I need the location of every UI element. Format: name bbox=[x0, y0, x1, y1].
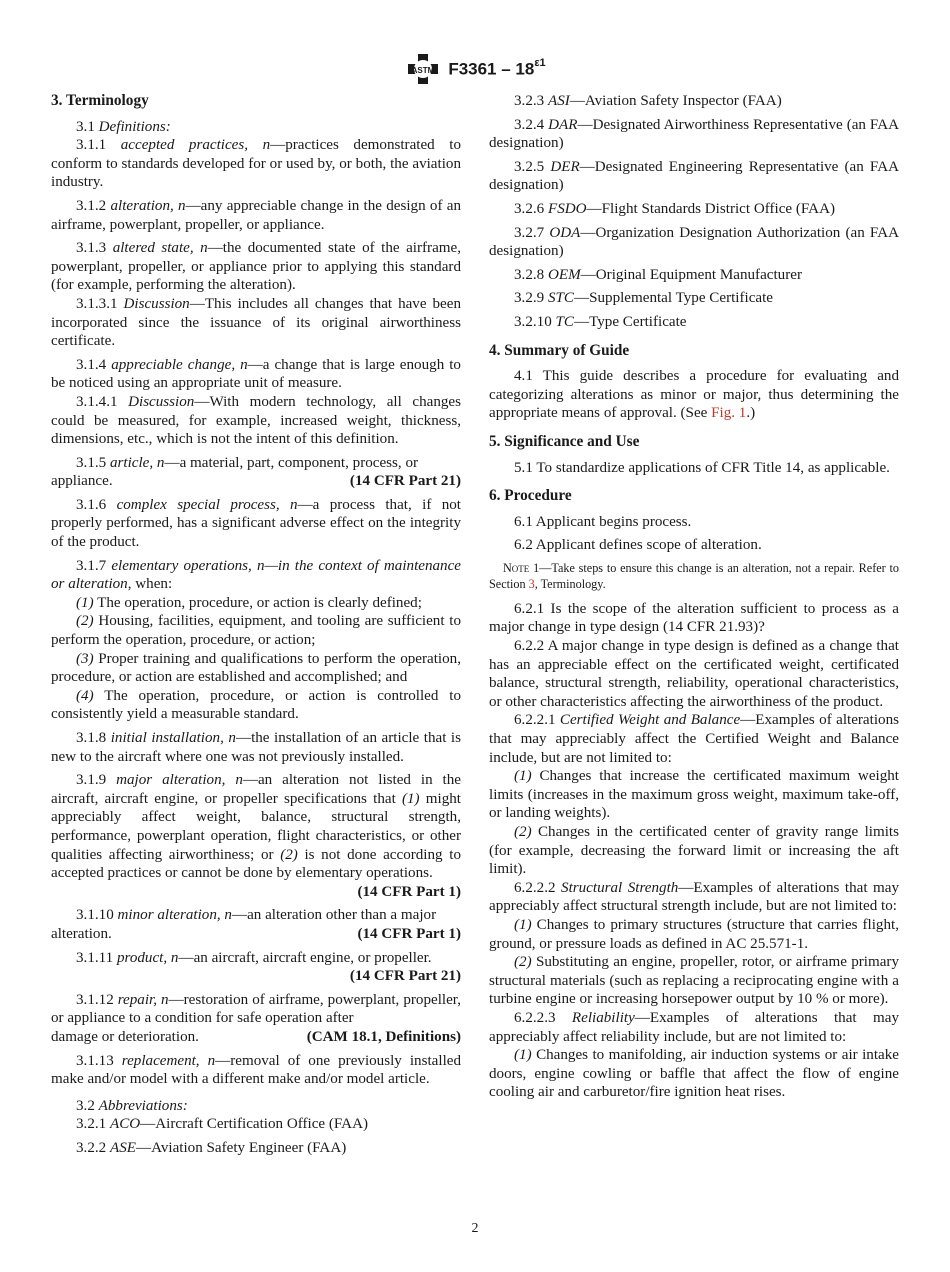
num: 3.2.5 bbox=[514, 158, 545, 175]
num: 3.1.13 bbox=[76, 1052, 114, 1069]
num: (2) bbox=[514, 954, 532, 971]
term: elementary operations, n—in the context of maintenance or alteration bbox=[51, 557, 461, 593]
para-3-2-7 bbox=[489, 224, 899, 261]
num: 3.1.7 bbox=[76, 557, 107, 574]
term: article, n bbox=[109, 454, 165, 471]
text: Changes to primary structures (structure that carries flight, ground, or pressure loads as defined in AC 25.571-1. bbox=[489, 916, 899, 952]
term: initial installation, n bbox=[110, 730, 236, 746]
text: —Aircraft Certification Office (FAA) bbox=[140, 1116, 369, 1133]
para-3-1-3 bbox=[51, 239, 461, 295]
para-3-1-12-tail bbox=[51, 1028, 461, 1047]
term: appreciable change, n bbox=[111, 356, 248, 373]
para-3-1-6 bbox=[51, 496, 461, 552]
num: 3.1.10 bbox=[76, 907, 114, 924]
para-6-2-1: 6.2.1 Is the scope of the alteration sufficient to process as a major change in type design (14 CFR 21.93)? bbox=[489, 600, 899, 636]
term: ACO bbox=[109, 1116, 141, 1133]
para-4-1 bbox=[489, 367, 899, 423]
num: 6.2.2.1 bbox=[514, 712, 556, 729]
term: repair, n bbox=[117, 991, 169, 1008]
list-item bbox=[51, 687, 461, 724]
num: 3.1.12 bbox=[76, 991, 114, 1008]
num: 3.1.11 bbox=[76, 949, 114, 966]
left-column bbox=[51, 92, 461, 1162]
num: (2) bbox=[280, 846, 298, 863]
term: altered state, n bbox=[112, 240, 208, 257]
para-3-1-13 bbox=[51, 1052, 461, 1089]
list-item bbox=[51, 612, 461, 649]
term: major alteration, n bbox=[116, 772, 243, 789]
text: —the installation of an article that is new to the aircraft where one was not previously installed. bbox=[51, 730, 462, 765]
text: —Examples of alterations that may appreciably affect reliability include, but are not limited to: bbox=[489, 1009, 899, 1045]
text: —Flight Standards District Office (FAA) bbox=[586, 200, 836, 217]
text: —Aviation Safety Inspector (FAA) bbox=[569, 93, 782, 109]
text: —With modern technology, all changes could be measured, for example, increased weight, thickness, dimensions, etc., which is not the intent of this definition. bbox=[51, 393, 461, 448]
para-6-2-2-2 bbox=[489, 879, 899, 916]
doc-id-superscript: ε1 bbox=[534, 56, 546, 69]
num: (1) bbox=[514, 1047, 532, 1064]
para-3-2-8 bbox=[489, 266, 899, 285]
num: 3.1.5 bbox=[76, 454, 107, 471]
text: Changes to manifolding, air induction systems or air intake doors, engine cowling or baffle that affect the flow of engine cooling air and carburetor/fire ignition heat rises. bbox=[489, 1047, 899, 1101]
num: 3.1 bbox=[76, 118, 95, 135]
citation: (14 CFR Part 21) bbox=[349, 473, 461, 490]
term: ODA bbox=[549, 224, 581, 241]
para-3-1-9 bbox=[51, 771, 461, 883]
text: —Examples of alterations that may appreciably affect structural strength include, but are not limited to: bbox=[489, 879, 899, 915]
para-3-2-5 bbox=[489, 158, 899, 195]
para-6-2: 6.2 Applicant defines scope of alteration. bbox=[514, 537, 762, 554]
tail: alteration. bbox=[51, 925, 112, 942]
text: —the documented state of the airframe, powerplant, propeller, or appliance prior to applying this standard (for example, performing the alteration). bbox=[51, 240, 461, 294]
para-3-2-10 bbox=[489, 313, 899, 332]
term: Discussion bbox=[128, 393, 195, 410]
num: 3.2.9 bbox=[514, 290, 545, 307]
text: —a change that is large enough to be noticed using an appropriate unit of measure. bbox=[51, 356, 461, 392]
text: Proper training and qualifications to perform the operation, procedure, or action are established and accomplished; and bbox=[51, 650, 461, 686]
num: 3.1.3 bbox=[76, 240, 107, 257]
list-item bbox=[489, 916, 899, 953]
label: Definitions: bbox=[98, 118, 171, 135]
para-3-1 bbox=[51, 118, 461, 137]
text: Substituting an engine, propeller, rotor, or airframe primary structural materials (such as replacing a reciprocating engine with a turbine engine or increasing horsepower output by 10 % or more). bbox=[489, 954, 899, 1008]
num: 3.2.2 bbox=[76, 1139, 107, 1156]
page-number: 2 bbox=[471, 1221, 479, 1236]
num: 6.2.2.3 bbox=[514, 1009, 556, 1026]
tail: damage or deterioration. bbox=[51, 1028, 199, 1045]
num: 3.1.8 bbox=[76, 730, 107, 746]
term: Certified Weight and Balance bbox=[559, 712, 741, 729]
num: (1) bbox=[514, 916, 532, 933]
text: .) bbox=[746, 405, 756, 422]
text: —Designated Engineering Representative (an FAA designation) bbox=[489, 158, 899, 194]
list-item bbox=[489, 953, 899, 1009]
term: Structural Strength bbox=[561, 879, 679, 896]
label: Abbreviations: bbox=[98, 1097, 188, 1114]
num: 3.1.4.1 bbox=[76, 393, 118, 410]
para-3-1-5-tail bbox=[51, 472, 461, 491]
para-3-2-1 bbox=[51, 1115, 461, 1134]
citation: (14 CFR Part 1) bbox=[357, 925, 461, 942]
para-3-2-2 bbox=[51, 1139, 461, 1158]
text: —an alteration not listed in the aircraft, aircraft engine, or propeller specifications that bbox=[51, 772, 461, 807]
text: —Original Equipment Manufacturer bbox=[580, 266, 802, 283]
num: 3.2.10 bbox=[514, 313, 552, 330]
term: ASE bbox=[109, 1139, 136, 1156]
list-item bbox=[51, 650, 461, 687]
num: 3.1.6 bbox=[76, 496, 107, 513]
num: 3.2.8 bbox=[514, 266, 545, 283]
text: The operation, procedure, or action is clearly defined; bbox=[97, 594, 422, 611]
text: —Examples of alterations that may appreciably affect the Certified Weight and Balance include, but are not limited to: bbox=[489, 712, 899, 766]
text: , Terminology. bbox=[534, 576, 606, 591]
text: —any appreciable change in the design of an airframe, powerplant, propeller, or appliance. bbox=[51, 197, 461, 233]
para-3-1-11-citation: (14 CFR Part 21) bbox=[349, 968, 461, 985]
num: 3.1.3.1 bbox=[76, 295, 118, 312]
term: complex special process, n bbox=[116, 496, 298, 513]
para-6-1: 6.1 Applicant begins process. bbox=[514, 513, 692, 530]
para-3-1-8 bbox=[51, 729, 461, 766]
term: TC bbox=[555, 313, 574, 330]
figure-1-link[interactable]: Fig. 1 bbox=[711, 405, 747, 422]
para-3-1-7 bbox=[51, 557, 461, 594]
num: 6.2.2.2 bbox=[514, 879, 556, 896]
document-id bbox=[448, 56, 546, 80]
para-3-2-9 bbox=[489, 289, 899, 308]
text: , when: bbox=[127, 576, 173, 593]
text: —a material, part, component, process, or bbox=[164, 454, 419, 471]
para-3-1-3-1 bbox=[51, 295, 461, 351]
text: Housing, facilities, equipment, and tooling are sufficient to perform the operation, procedure, or action; bbox=[51, 613, 461, 649]
section-heading-procedure: 6. Procedure bbox=[489, 487, 572, 505]
term: minor alteration, n bbox=[117, 907, 232, 924]
num: 3.2.3 bbox=[514, 93, 545, 109]
section-heading-terminology: 3. Terminology bbox=[51, 92, 149, 109]
text: —an alteration other than a major bbox=[231, 907, 437, 924]
term: accepted practices, n bbox=[120, 137, 271, 154]
right-column bbox=[489, 92, 899, 1102]
note-label: Note 1 bbox=[503, 560, 540, 575]
num: (2) bbox=[76, 613, 94, 630]
num: 3.2 bbox=[76, 1097, 95, 1114]
section-heading-summary: 4. Summary of Guide bbox=[489, 341, 630, 359]
section-heading-significance: 5. Significance and Use bbox=[489, 432, 640, 450]
list-item bbox=[51, 594, 461, 613]
para-3-1-11 bbox=[51, 949, 461, 968]
term: OEM bbox=[547, 266, 581, 283]
logo-text: ASTM bbox=[411, 66, 435, 75]
num: (2) bbox=[514, 824, 532, 840]
para-3-2-4 bbox=[489, 116, 899, 153]
text: —removal of one previously installed make and/or model with a different make and/or model article. bbox=[51, 1052, 462, 1088]
num: (3) bbox=[76, 650, 94, 667]
text: Changes that increase the certificated maximum weight limits (increases in the maximum gross weight, maximum take-off, or landing weights). bbox=[489, 768, 899, 822]
text: might appreciably affect weight, balance, structural strength, performance, powerplant operation, flight characteristics, or other qualities affecting airworthiness; or bbox=[51, 790, 461, 863]
num: 3.1.4 bbox=[76, 356, 107, 373]
para-3-1-5 bbox=[51, 454, 461, 473]
term: alteration, n bbox=[110, 197, 186, 214]
num: 3.2.1 bbox=[76, 1116, 107, 1133]
text: —a process that, if not properly performed, has a significant adverse effect on the integrity of the product. bbox=[51, 496, 462, 551]
para-3-1-10-tail bbox=[51, 925, 461, 944]
text: —Organization Designation Authorization (an FAA designation) bbox=[489, 224, 900, 260]
term: Discussion bbox=[123, 295, 190, 312]
text: —Take steps to ensure this change is an alteration, not a repair. Refer to Section bbox=[489, 560, 899, 591]
tail: appliance. bbox=[51, 473, 113, 490]
para-3-2-6 bbox=[489, 200, 899, 219]
text: —This includes all changes that have been incorporated since the issuance of its original airworthiness certificate. bbox=[51, 295, 462, 350]
page-header bbox=[0, 52, 950, 86]
text: —Supplemental Type Certificate bbox=[573, 290, 774, 307]
section-3-link[interactable]: 3 bbox=[528, 576, 535, 591]
num: 3.2.6 bbox=[514, 200, 545, 217]
term: ASI bbox=[547, 93, 570, 109]
doc-id-text: F3361 – 18 bbox=[448, 59, 535, 79]
text: 4.1 This guide describes a procedure for evaluating and categorizing alterations as minor or major, thus determining the appropriate means of approval. (See bbox=[489, 368, 899, 422]
term: STC bbox=[547, 290, 574, 307]
text: —restoration of airframe, powerplant, propeller, or appliance to a condition for safe operation after bbox=[51, 991, 461, 1027]
para-3-1-2 bbox=[51, 197, 461, 234]
para-3-1-4 bbox=[51, 356, 461, 393]
para-6-2-2-3 bbox=[489, 1009, 899, 1046]
astm-logo-icon bbox=[404, 52, 442, 86]
note-1 bbox=[489, 560, 899, 592]
num: 3.1.2 bbox=[76, 197, 107, 214]
num: (1) bbox=[76, 594, 94, 611]
text: The operation, procedure, or action is controlled to consistently yield a measurable standard. bbox=[51, 687, 461, 723]
text: Changes in the certificated center of gravity range limits (for example, decreasing the forward limit or increasing the aft limit). bbox=[489, 824, 899, 878]
text: —Type Certificate bbox=[573, 313, 687, 330]
num: (1) bbox=[514, 768, 532, 785]
list-item bbox=[489, 823, 899, 879]
term: Reliability bbox=[571, 1009, 635, 1026]
para-3-1-4-1 bbox=[51, 393, 461, 449]
term: DAR bbox=[548, 116, 578, 133]
para-3-1-12 bbox=[51, 991, 461, 1028]
num: 3.1.1 bbox=[76, 137, 107, 154]
text: is not done according to accepted practices or cannot be done by elementary operations. bbox=[51, 846, 461, 882]
text: —Designated Airworthiness Representative (an FAA designation) bbox=[489, 116, 899, 152]
citation: (CAM 18.1, Definitions) bbox=[306, 1028, 461, 1045]
text: —practices demonstrated to conform to standards developed for or used by, or both, the aviation industry. bbox=[51, 137, 462, 191]
para-6-2-2-1 bbox=[489, 711, 899, 767]
num: 3.1.9 bbox=[76, 772, 107, 789]
para-6-2-2: 6.2.2 A major change in type design is defined as a change that has an appreciable effect on the certificated weight, certificated balance, structural strength, reliability, operational characteristics, or other characteristics affecting the airworthiness of the product. bbox=[489, 638, 899, 710]
num: (1) bbox=[401, 790, 420, 807]
term: FSDO bbox=[547, 200, 587, 217]
text: —an aircraft, aircraft engine, or propeller. bbox=[178, 949, 432, 966]
para-3-1-9-citation: (14 CFR Part 1) bbox=[357, 883, 461, 900]
text: —Aviation Safety Engineer (FAA) bbox=[135, 1139, 347, 1156]
num: 3.2.4 bbox=[514, 116, 545, 133]
list-item bbox=[489, 767, 899, 823]
term: replacement, n bbox=[121, 1052, 216, 1069]
num: (4) bbox=[76, 687, 94, 704]
para-5-1: 5.1 To standardize applications of CFR Title 14, as applicable. bbox=[514, 459, 890, 476]
para-3-1-10 bbox=[51, 906, 461, 925]
list-item bbox=[489, 1046, 899, 1102]
para-3-2-3 bbox=[489, 92, 899, 111]
num: 3.2.7 bbox=[514, 224, 545, 241]
term: DER bbox=[550, 158, 580, 175]
term: product, n bbox=[116, 949, 179, 966]
para-3-2 bbox=[51, 1097, 461, 1116]
para-3-1-1 bbox=[51, 136, 461, 192]
